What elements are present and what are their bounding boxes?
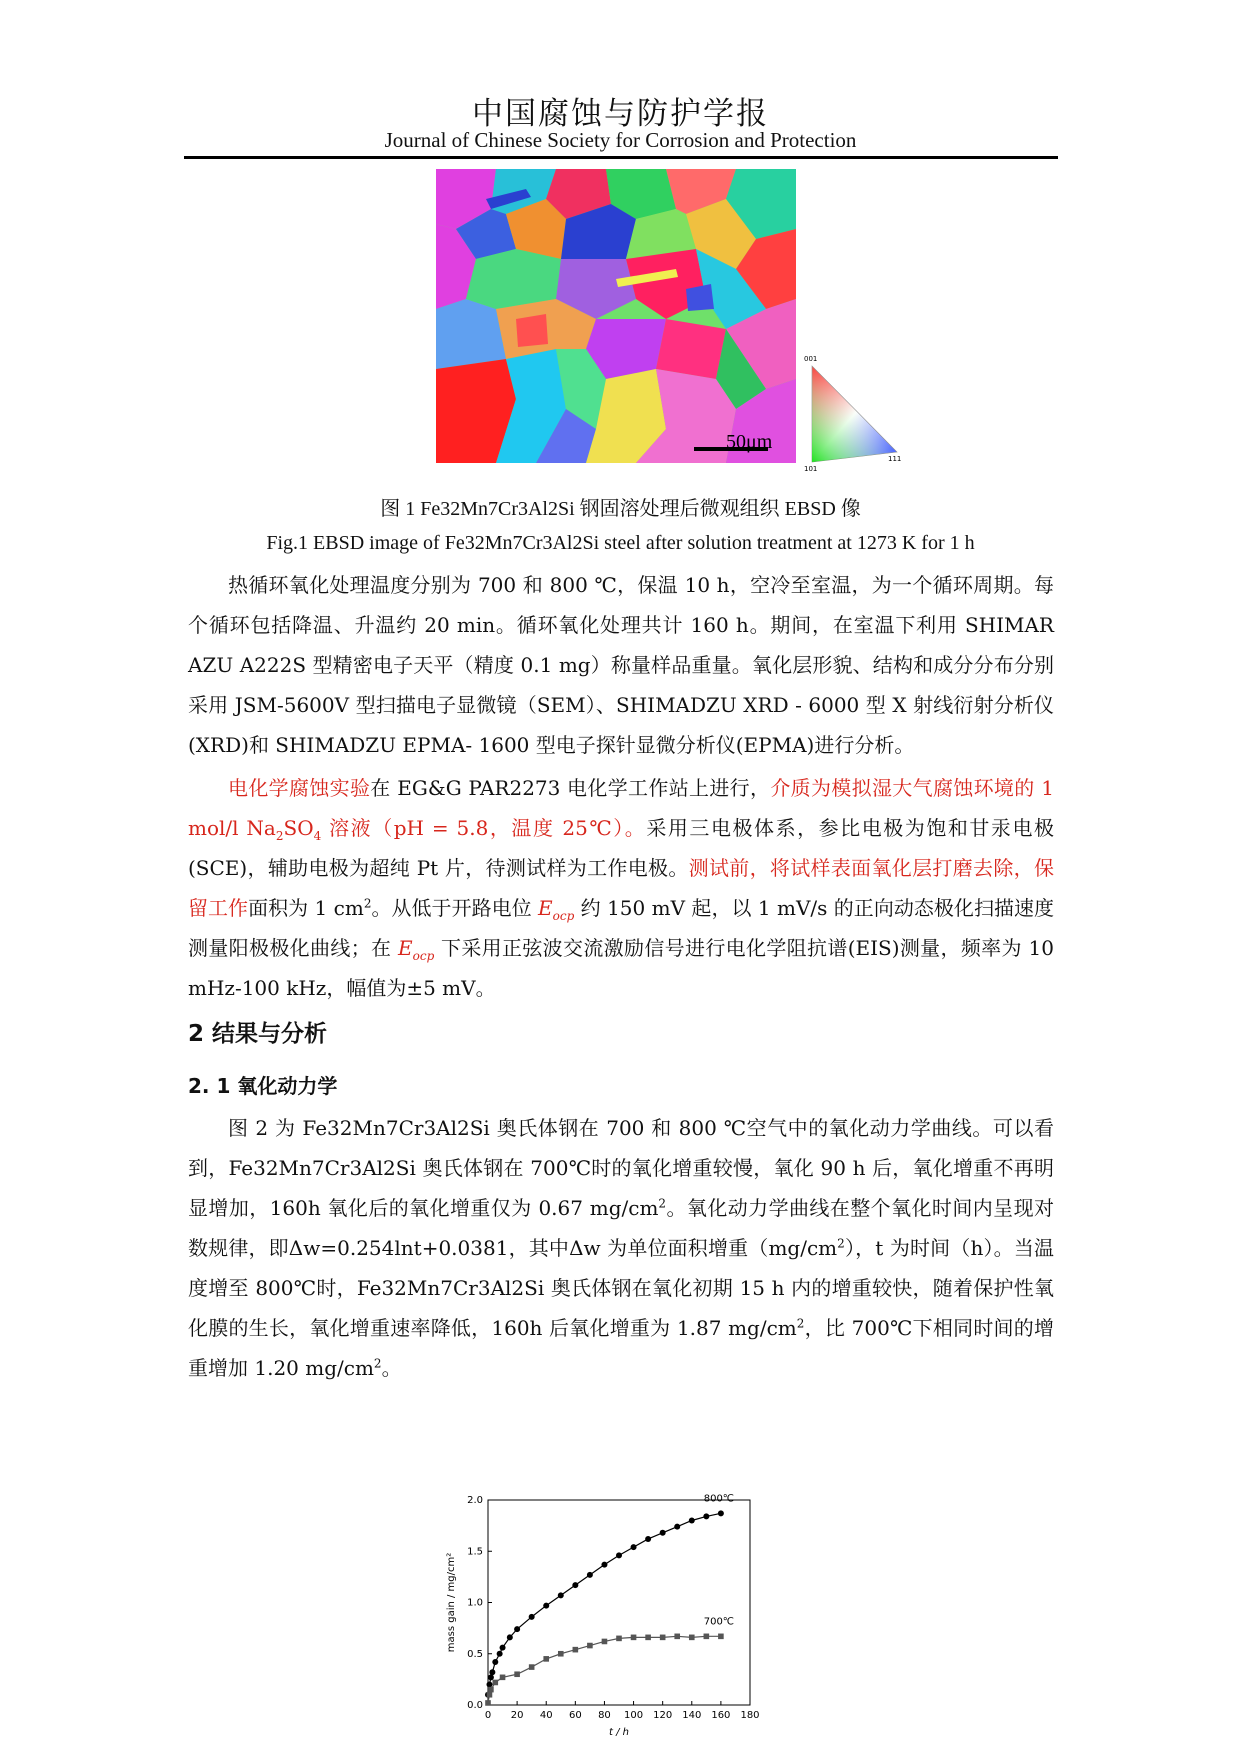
ipf-label-top: 001 — [804, 355, 818, 363]
data-point-0 — [507, 1634, 513, 1640]
data-point-1 — [543, 1656, 549, 1662]
text-span: 。 — [381, 1356, 402, 1380]
symbol: E — [398, 936, 413, 960]
data-point-1 — [488, 1687, 494, 1693]
series-line-1 — [488, 1636, 721, 1703]
x-tick-label: 20 — [510, 1710, 524, 1721]
data-point-0 — [497, 1651, 503, 1657]
series-line-0 — [488, 1513, 721, 1694]
y-tick-label: 0.5 — [467, 1648, 483, 1660]
superscript: 2 — [658, 1196, 667, 1211]
data-point-0 — [488, 1674, 494, 1680]
y-axis-label: mass gain / mg/cm² — [446, 1552, 457, 1653]
data-point-0 — [645, 1536, 651, 1542]
data-point-0 — [486, 1682, 492, 1688]
text-span: 溶液（pH = 5.8，温度 25℃）。 — [321, 816, 647, 840]
subsection-heading: 2. 1 氧化动力学 — [188, 1074, 338, 1098]
data-point-0 — [572, 1582, 578, 1588]
y-tick-label: 0.0 — [467, 1700, 483, 1711]
x-tick-label: 40 — [539, 1710, 553, 1721]
ipf-label-right: 111 — [888, 455, 902, 463]
series-label: 700℃ — [703, 1616, 735, 1628]
text-span: 。从低于开路电位 — [371, 896, 539, 920]
data-point-0 — [529, 1614, 535, 1620]
y-tick-label: 1.0 — [467, 1597, 483, 1609]
data-point-1 — [616, 1636, 622, 1642]
journal-title-cn: 中国腐蚀与防护学报 — [472, 96, 769, 132]
eocp-symbol — [538, 896, 575, 923]
journal-title-en: Journal of Chinese Society for Corrosion and Protection — [384, 128, 857, 152]
data-point-1 — [660, 1635, 666, 1641]
data-point-1 — [487, 1692, 493, 1698]
data-point-0 — [492, 1659, 498, 1665]
text-span: 下采用正弦波交流激励信号进行电化学阻抗谱(EIS)测量，频率为 10 mHz-100 kHz，幅值为±5 mV。 — [188, 936, 1054, 1000]
x-tick-label: 140 — [682, 1710, 702, 1721]
x-axis-label: t / h — [609, 1727, 629, 1738]
text-span: 图 2 为 Fe32Mn7Cr3Al2Si 奥氏体钢在 700 和 800 ℃空气中的氧化动力学曲线。可以看到，Fe32Mn7Cr3Al2Si 奥氏体钢在 700℃时的氧化增重较慢，氧化 90 h 后，氧化增重不再明显增加，160h 氧化后的氧化增重仅为 0.67 mg/cm — [188, 1116, 1054, 1220]
data-point-1 — [602, 1639, 608, 1645]
data-point-1 — [718, 1634, 724, 1640]
ebsd-orientation-map — [436, 169, 796, 463]
data-point-1 — [514, 1671, 520, 1677]
data-point-1 — [704, 1634, 710, 1640]
paragraph-oxidation-method — [188, 565, 1054, 765]
superscript: 2 — [373, 1356, 382, 1371]
data-point-0 — [703, 1513, 709, 1519]
paragraph-text: 热循环氧化处理温度分别为 700 和 800 ℃，保温 10 h，空冷至室温，为一个循环周期。每个循环包括降温、升温约 20 min。循环氧化处理共计 160 h。期间，在室温下利用 SHIMAR AZU A222S 型精密电子天平（精度 0.1 mg）称量样品重量。氧化层形貌、结构和成分分布分别采用 JSM-5600V 型扫描电子显微镜（SEM）、SHIMADZU XRD - 6000 型 X 射线衍射分析仪(XRD)和 SHIMADZU EPMA- 1600 型电子探针显微分析仪(EPMA)进行分析。 — [188, 573, 1054, 757]
x-tick-label: 120 — [653, 1710, 673, 1721]
data-point-1 — [587, 1643, 593, 1649]
data-point-0 — [489, 1669, 495, 1675]
eocp-symbol — [398, 936, 435, 963]
figure1-caption-cn: 图 1 Fe32Mn7Cr3Al2Si 钢固溶处理后微观组织 EBSD 像 — [380, 498, 861, 520]
section-heading: 2 结果与分析 — [188, 1021, 328, 1047]
data-point-1 — [631, 1635, 637, 1641]
y-tick-label: 1.5 — [467, 1546, 483, 1558]
data-point-0 — [631, 1544, 637, 1550]
subscript: ocp — [552, 909, 575, 923]
x-tick-label: 80 — [598, 1710, 611, 1721]
data-point-0 — [718, 1510, 724, 1516]
superscript: 2 — [837, 1236, 845, 1251]
x-tick-label: 180 — [740, 1710, 760, 1721]
superscript: 2 — [363, 896, 372, 911]
data-point-0 — [689, 1518, 695, 1524]
subscript: 2 — [275, 829, 284, 843]
subscript: ocp — [412, 949, 435, 963]
data-point-1 — [558, 1651, 564, 1657]
paragraph-oxidation-kinetics — [188, 1108, 1054, 1388]
text-span: 面积为 1 cm — [248, 896, 364, 920]
data-point-0 — [500, 1645, 506, 1651]
text-span: ），t 为时间（h）。当温度增至 800℃时，Fe32Mn7Cr3Al2Si 奥氏体钢在氧化初期 15 h 内的增重较快，随着保护性氧化膜的生长，氧化增重速率降低，160h 后氧化增重为 1.87 mg/cm — [188, 1236, 1054, 1340]
ipf-label-bottom-left: 101 — [804, 465, 818, 472]
symbol: E — [538, 896, 553, 920]
plot-frame — [488, 1500, 750, 1705]
text-span: 介质为模拟湿大气腐蚀环境的 1 mol/l Na — [188, 776, 1054, 840]
paragraph-electrochemical-method — [188, 768, 1054, 1008]
superscript: 2 — [796, 1316, 805, 1331]
data-point-1 — [689, 1635, 695, 1641]
text-span: ，比 700℃下相同时间的增重增加 1.20 mg/cm — [188, 1316, 1054, 1380]
data-point-0 — [514, 1626, 520, 1632]
data-point-1 — [529, 1664, 535, 1670]
y-tick-label: 2.0 — [467, 1495, 483, 1506]
series-label: 800℃ — [703, 1493, 735, 1505]
x-tick-label: 100 — [624, 1710, 644, 1721]
data-point-1 — [674, 1634, 680, 1640]
highlight-text: 电化学腐蚀实验 — [228, 776, 371, 800]
data-point-1 — [573, 1647, 579, 1653]
data-point-0 — [558, 1592, 564, 1598]
x-tick-label: 160 — [711, 1710, 731, 1721]
data-point-0 — [587, 1572, 593, 1578]
data-point-0 — [674, 1524, 680, 1530]
header-rule — [184, 156, 1058, 159]
ipf-color-key — [802, 352, 902, 472]
x-tick-label: 0 — [484, 1710, 492, 1721]
data-point-1 — [492, 1680, 498, 1686]
figure1-caption-en: Fig.1 EBSD image of Fe32Mn7Cr3Al2Si steel after solution treatment at 1273 K for 1 h — [266, 532, 975, 554]
data-point-0 — [616, 1552, 622, 1558]
data-point-0 — [601, 1562, 607, 1568]
data-point-0 — [543, 1603, 549, 1609]
subscript: 4 — [313, 829, 322, 843]
highlight-text: 测试前，将试样表面氧化层打磨去除，保留工作 — [188, 856, 1055, 920]
data-point-1 — [485, 1700, 491, 1706]
text-span: SO — [283, 816, 314, 840]
scale-bar-label: 50μm — [726, 431, 773, 453]
data-point-1 — [500, 1675, 506, 1681]
text-span: 约 150 mV 起，以 1 mV/s 的正向动态极化扫描速度测量阳极极化曲线；在 — [188, 896, 1055, 960]
data-point-1 — [645, 1635, 651, 1641]
oxidation-kinetics-chart — [440, 1490, 770, 1755]
data-point-0 — [660, 1530, 666, 1536]
x-tick-label: 60 — [568, 1710, 582, 1721]
text-span: 采用三电极体系，参比电极为饱和甘汞电极(SCE)，辅助电极为超纯 Pt 片，待测试样为工作电极。 — [188, 816, 1055, 880]
text-span: 。氧化动力学曲线在整个氧化时间内呈现对数规律，即Δw=0.254lnt+0.0381，其中Δw 为单位面积增重（mg/cm — [188, 1196, 1054, 1260]
text-span: 在 EG&G PAR2273 电化学工作站上进行， — [370, 776, 771, 800]
